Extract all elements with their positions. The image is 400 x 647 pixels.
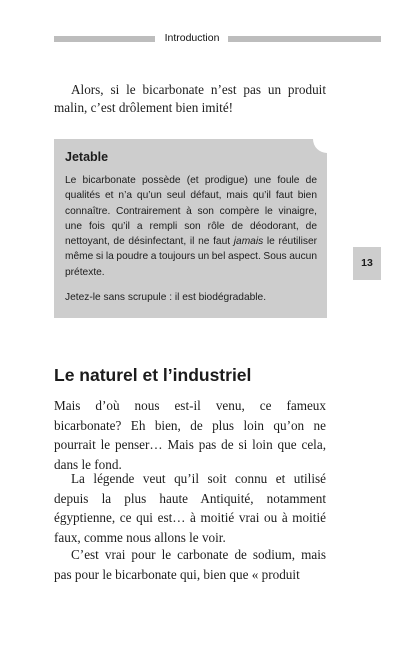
sidebar-title: Jetable: [65, 150, 109, 164]
running-head: [54, 31, 381, 46]
sidebar-corner-notch: [313, 139, 327, 153]
body-paragraph: Mais d’où nous est-il venu, ce fameux bicarbonate? Eh bien, de plus loin qu’on ne pourrait le penser… Mais pas de si loin que cela, dans le fond.: [54, 398, 326, 472]
running-head-title: Introduction: [164, 32, 220, 44]
running-head-rule-right: [228, 36, 381, 42]
body-paragraph: C’est vrai pour le carbonate de sodium, mais pas pour le bicarbonate qui, bien que « produit: [54, 547, 326, 582]
sidebar-body-emphasis: jamais: [233, 236, 264, 248]
sidebar-note: Jetez-le sans scrupule : il est biodégradable.: [65, 292, 267, 303]
section-heading: Le naturel et l’industriel: [54, 365, 252, 385]
sidebar-body: [65, 173, 317, 280]
sidebar-box: [54, 139, 327, 318]
page-number-tab: [353, 247, 381, 280]
running-head-rule-left: [54, 36, 155, 42]
sidebar-body-text-end: le réutiliser même si la poudre a toujours un bel aspect. Sous aucun prétexte.: [65, 236, 317, 278]
sidebar-body-text-start: Le bicarbonate possède (et prodigue) une foule de qualités et n’a qu’un seul défaut, mais qu’il faut bien connaître. Contrairement à son compère le vinaigre, une fois qu’il a rempli son rôle de déodorant, de nettoyant, de désinfectant, il ne faut: [65, 175, 317, 248]
intro-paragraph: Alors, si le bicarbonate n’est pas un produit malin, c’est drôlement bien imité!: [54, 82, 326, 115]
body-paragraph: La légende veut qu’il soit connu et utilisé depuis la plus haute Antiquité, notamment égyptienne, ce qui est… à moitié vrai ou à moitié faux, comme nous allons le voir.: [54, 471, 326, 545]
page-number: 13: [361, 257, 373, 269]
